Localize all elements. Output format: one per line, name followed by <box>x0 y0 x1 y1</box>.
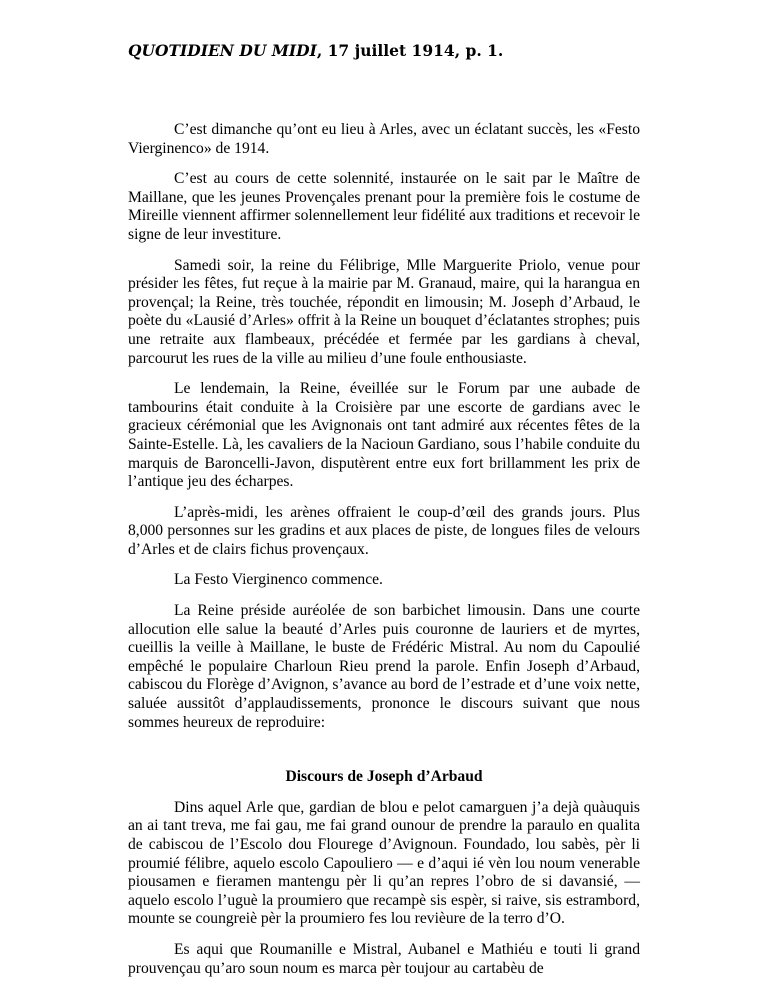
issue-date-page: , 17 juillet 1914, p. 1. <box>316 41 504 60</box>
speech-title: Discours de Joseph d’Arbaud <box>285 768 483 786</box>
paragraph: Samedi soir, la reine du Félibrige, Mlle Marguerite Priolo, venue pour présider les fêtes, fut reçue à la mairie par M. Granaud, maire, qui la harangua en provençal; la Reine, très touchée, répondit en limousin; M. Joseph d’Arbaud, le poète du «Lausié d’Arles» offrit à la Reine un bouquet d’éclatantes strophes; puis une retraite aux flambeaux, précédée et fermée par les gardians à cheval, parcourut les rues de la ville au milieu d’une foule enthousiaste. <box>128 256 640 367</box>
speech-paragraph: Es aqui que Roumanille e Mistral, Aubanel e Mathiéu e touti li grand prouvençau qu’aro soun noum es marca pèr toujour au cartabèu de <box>128 940 640 977</box>
paragraph: C’est au cours de cette solennité, instaurée on le sait par le Maître de Maillane, que les jeunes Provençales prenant pour la première fois le costume de Mireille viennent affirmer solennellement leur fidélité aux traditions et recevoir le signe de leur investiture. <box>128 170 640 243</box>
newspaper-title: QUOTIDIEN DU MIDI <box>128 41 317 60</box>
speech-paragraph: Dins aquel Arle que, gardian de blou e pelot camarguen j’a dejà quàuquis an ai tant treva, me fai gau, me fai grand ounour de prendre la paraulo en qualita de cabiscou de l’Escolo dou Flourege d’Avignoun. Foundado, lou sabès, pèr li proumié félibre, aquelo escolo Capouliero — e d’aqui ié vèn lou noum venerable piousamen e fieramen mantengu pèr li qu’an repres l’obro de si davansié, — aquelo escolo l’uguè la proumiero que recampè sis espèr, si raive, sis estrambord, mounte se coungreiè pèr la proumiero fes lou revièure de la terro d’O. <box>128 798 640 928</box>
paragraph: Le lendemain, la Reine, éveillée sur le Forum par une aubade de tambourins était conduite à la Croisière par une escorte de gardians avec le gracieux cérémonial que les Avignonais ont tant admiré aux récentes fêtes de la Sainte-Estelle. Là, les cavaliers de la Nacioun Gardiano, sous l’habile conduite du marquis de Baroncelli-Javon, disputèrent entre eux fort brillamment les prix de l’antique jeu des écharpes. <box>128 380 640 491</box>
paragraph: La Festo Vierginenco commence. <box>174 571 383 589</box>
paragraph: L’après-midi, les arènes offraient le coup-d’œil des grands jours. Plus 8,000 personnes sur les gradins et aux places de piste, de longues files de velours d’Arles et de clairs fichus provençaux. <box>128 503 640 558</box>
article-body <box>128 121 640 990</box>
paragraph: La Reine préside auréolée de son barbichet limousin. Dans une courte allocution elle salue la beauté d’Arles puis couronne de lauriers et de myrtes, cueillis la veille à Maillane, le buste de Frédéric Mistral. Au nom du Capoulié empêché le populaire Charloun Rieu prend la parole. Enfin Joseph d’Arbaud, cabiscou du Florège d’Avignon, s’avance au bord de l’estrade et d’une voix nette, saluée aussitôt d’applaudissements, prononce le discours suivant que nous sommes heureux de reproduire: <box>128 602 640 731</box>
paragraph: C’est dimanche qu’ont eu lieu à Arles, avec un éclatant succès, les «Festo Vierginenco» de 1914. <box>128 121 640 157</box>
document-header <box>128 41 503 61</box>
